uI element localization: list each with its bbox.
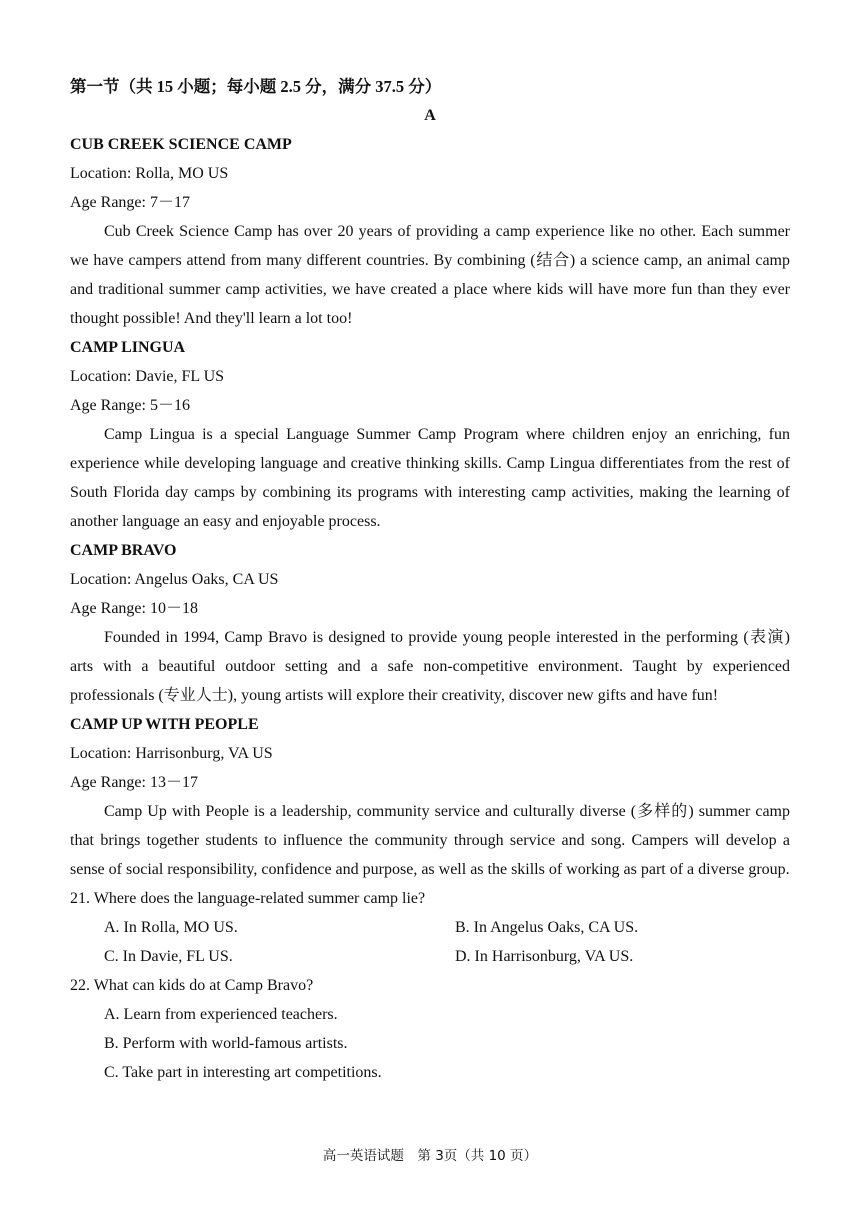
exam-page bbox=[70, 72, 790, 1087]
option-c: C. Take part in interesting art competitions. bbox=[104, 1064, 382, 1081]
option-d: D. In Harrisonburg, VA US. bbox=[455, 948, 634, 965]
camp-description: Camp Up with People is a leadership, community service and culturally diverse (多样的) summer camp that brings together students to influence the community through service and song. Campers will develop a sense of social responsibility, confidence and purpose, as well as the skills of working as part of a diverse group. bbox=[70, 803, 790, 878]
camp-bravo bbox=[70, 536, 790, 710]
answer-options bbox=[70, 913, 790, 971]
camp-name: CUB CREEK SCIENCE CAMP bbox=[70, 136, 292, 153]
camp-age-range: Age Range: 10－18 bbox=[70, 600, 198, 617]
page-footer: 高一英语试题 第 3页（共 10 页） bbox=[322, 1148, 538, 1164]
camp-description: Cub Creek Science Camp has over 20 years of providing a camp experience like no other. Each summer we have campers attend from many different countries. By combining (结合) a science camp, an animal camp and traditional summer camp activities, we have created a place where kids will have more fun than they ever thought possible! And they'll learn a lot too! bbox=[70, 223, 790, 327]
camp-description: Camp Lingua is a special Language Summer Camp Program where children enjoy an enriching, fun experience while developing language and creative thinking skills. Camp Lingua differentiates from the rest of South Florida day camps by combining its programs with interesting camp activities, making the learning of another language an easy and enjoyable process. bbox=[70, 426, 790, 530]
option-c: C. In Davie, FL US. bbox=[104, 948, 233, 965]
camp-name: CAMP LINGUA bbox=[70, 339, 186, 356]
camp-name: CAMP BRAVO bbox=[70, 542, 177, 559]
section-header: 第一节（共 15 小题；每小题 2.5 分，满分 37.5 分） bbox=[70, 77, 442, 96]
option-a: A. Learn from experienced teachers. bbox=[104, 1006, 338, 1023]
option-b: B. In Angelus Oaks, CA US. bbox=[455, 919, 639, 936]
camp-cub-creek bbox=[70, 130, 790, 333]
camp-location: Location: Harrisonburg, VA US bbox=[70, 745, 273, 762]
answer-options bbox=[70, 1000, 790, 1087]
question-stem: 22. What can kids do at Camp Bravo? bbox=[70, 977, 314, 994]
camp-up-with-people bbox=[70, 710, 790, 884]
camp-lingua bbox=[70, 333, 790, 536]
camp-age-range: Age Range: 13－17 bbox=[70, 774, 198, 791]
option-a: A. In Rolla, MO US. bbox=[104, 919, 238, 936]
question-22 bbox=[70, 971, 790, 1087]
camp-age-range: Age Range: 5－16 bbox=[70, 397, 190, 414]
camp-location: Location: Rolla, MO US bbox=[70, 165, 229, 182]
option-b: B. Perform with world-famous artists. bbox=[104, 1035, 348, 1052]
question-stem: 21. Where does the language-related summer camp lie? bbox=[70, 890, 426, 907]
camp-description: Founded in 1994, Camp Bravo is designed to provide young people interested in the performing (表演) arts with a beautiful outdoor setting and a safe non-competitive environment. Taught by experienced professionals (专业人士), young artists will explore their creativity, discover new gifts and have fun! bbox=[70, 629, 790, 704]
question-21 bbox=[70, 884, 790, 971]
camp-location: Location: Davie, FL US bbox=[70, 368, 225, 385]
passage-label: A bbox=[424, 107, 436, 124]
camp-age-range: Age Range: 7－17 bbox=[70, 194, 190, 211]
camp-name: CAMP UP WITH PEOPLE bbox=[70, 716, 259, 733]
camp-location: Location: Angelus Oaks, CA US bbox=[70, 571, 279, 588]
